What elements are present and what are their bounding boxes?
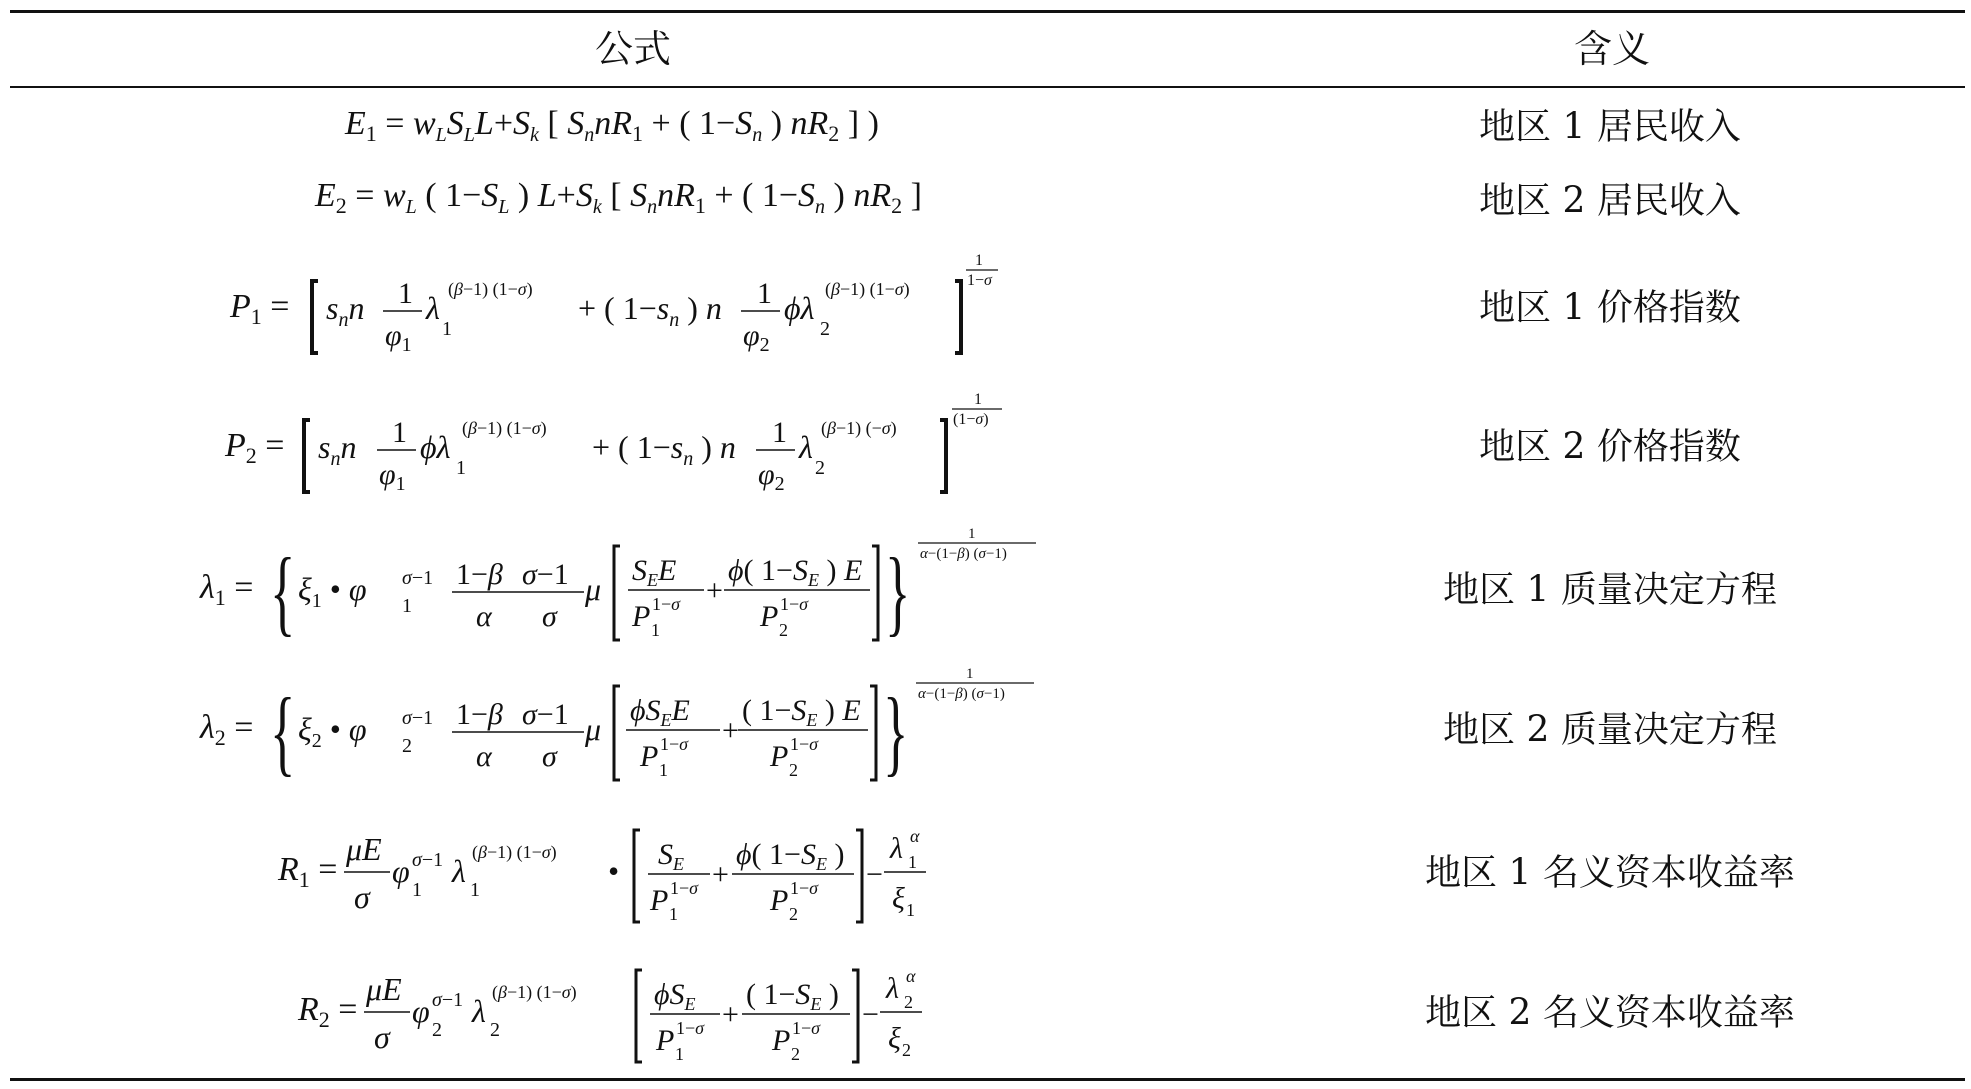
svg-text:1: 1: [772, 416, 787, 449]
svg-text:φ2: $\varphi_2$: [758, 458, 785, 495]
formula-lambda1: [180, 522, 1260, 652]
svg-text:1: 1: [470, 879, 480, 901]
svg-text:2: 2: [432, 1019, 442, 1041]
formula-cell: [180, 245, 1260, 365]
svg-text:ϕλ: ϕλ: [784, 290, 815, 326]
meaning-cell: 地区 1 名义资本收益率: [1425, 852, 1795, 894]
svg-text:(β−1) (−σ): (β−1) (−σ): [821, 418, 897, 438]
svg-text:σ−1: σ−1: [412, 849, 444, 871]
svg-text:λ: λ: [426, 290, 440, 326]
svg-text:1: 1: [966, 666, 974, 682]
svg-text:ϕSEE: $\phi S_EE$: [630, 694, 690, 730]
meaning-cell: 地区 1 质量决定方程: [1443, 569, 1777, 611]
formula-e2: [180, 166, 1260, 230]
svg-text:(β−1) (1−σ): (β−1) (1−σ): [492, 982, 577, 1002]
svg-text:1: 1: [968, 526, 976, 542]
svg-text:φ: φ: [392, 853, 410, 889]
svg-text:P: P: [770, 884, 789, 917]
svg-text:μ: μ: [585, 711, 602, 747]
table-row: [0, 522, 1971, 652]
svg-text:2: 2: [902, 1040, 911, 1060]
svg-text:1: 1: [392, 416, 407, 449]
svg-text:1−σ: 1−σ: [676, 1018, 705, 1038]
svg-text:+ ( 1−sn ) n: + ( $1-s_n$ ) n: [578, 290, 722, 331]
svg-text:φ2: $\varphi_2$: [743, 319, 770, 356]
header-formula: 公式: [595, 27, 672, 71]
meaning-cell: 地区 1 居民收入: [1479, 106, 1741, 148]
svg-text:1: 1: [669, 904, 678, 924]
formula-r2: [180, 948, 1260, 1072]
svg-text:P: P: [760, 600, 779, 633]
table-header-rule: [10, 86, 1965, 88]
svg-text:σ: σ: [354, 879, 370, 915]
svg-text:{: {: [270, 678, 296, 786]
svg-text:P: P: [632, 600, 651, 633]
svg-text:+: +: [712, 858, 729, 891]
svg-text:1: 1: [906, 900, 915, 920]
svg-text:λ1 =: $\lambda_1$ =: [200, 569, 254, 610]
meaning-cell: 地区 2 名义资本收益率: [1425, 992, 1795, 1034]
svg-text:ξ: ξ: [892, 882, 905, 915]
svg-text:1−β: 1−β: [456, 698, 503, 731]
svg-text:σ: σ: [374, 1019, 390, 1055]
svg-text:1: 1: [412, 879, 422, 901]
svg-text:1: 1: [442, 318, 452, 340]
svg-text:1: 1: [908, 852, 917, 872]
svg-text:{: {: [270, 538, 296, 646]
svg-text:ξ2 • φ: $\xi_2$ • φ: [298, 711, 367, 752]
svg-text:ξ1 • φ: $\xi_1$ • φ: [298, 571, 367, 612]
svg-text:ϕλ: ϕλ: [420, 429, 451, 465]
formula-cell: [180, 948, 1260, 1072]
meaning-cell: 地区 2 质量决定方程: [1443, 709, 1777, 751]
svg-text:R1 =: $R_1$ =: [278, 851, 338, 892]
svg-text:−: −: [862, 998, 879, 1031]
svg-text:(β−1) (1−σ): (β−1) (1−σ): [472, 842, 557, 862]
svg-text:R2 =: $R_2$ =: [298, 991, 358, 1032]
svg-text:σ−1: σ−1: [522, 558, 569, 591]
svg-text:( 1−SE ): ( $1-S_E$ ): [746, 978, 839, 1014]
svg-text:λ: λ: [886, 972, 899, 1005]
formula-p1: [180, 245, 1260, 365]
table-bottom-rule: [10, 1078, 1965, 1081]
meaning-cell: 地区 1 价格指数: [1479, 287, 1741, 329]
table-row: [0, 384, 1971, 504]
svg-text:+: +: [722, 998, 739, 1031]
svg-text:1−σ: 1−σ: [792, 1018, 821, 1038]
svg-text:P: P: [650, 884, 669, 917]
svg-text:( 1−SE ) E: ( $1-S_E$ ) E: [742, 694, 861, 730]
svg-text:2: 2: [789, 760, 798, 780]
svg-text:P: P: [640, 740, 659, 773]
svg-text:snn: $s_nn$: [326, 290, 365, 331]
svg-text:φ1: $\varphi_1$: [385, 319, 412, 356]
formula-lambda2: [180, 662, 1260, 792]
svg-text:σ−1: σ−1: [522, 698, 569, 731]
svg-text:1−σ: 1−σ: [780, 594, 809, 614]
svg-text:1−β: 1−β: [456, 558, 503, 591]
svg-text:α: α: [476, 600, 492, 633]
svg-text:1: 1: [398, 277, 413, 310]
svg-text:1−σ: 1−σ: [790, 734, 819, 754]
formula-p2: [180, 384, 1260, 504]
svg-text:1: 1: [659, 760, 668, 780]
svg-text:•: •: [608, 853, 620, 889]
svg-text:σ−1: σ−1: [402, 567, 434, 589]
svg-text:}: }: [885, 538, 911, 646]
formula-cell: [180, 384, 1260, 504]
table-row: [0, 808, 1971, 932]
table-top-rule: [10, 10, 1965, 13]
svg-text:σ: σ: [542, 740, 557, 773]
svg-text:μ: μ: [585, 571, 602, 607]
svg-text:1: 1: [651, 620, 660, 640]
svg-text:λ2 =: $\lambda_2$ =: [200, 709, 254, 750]
svg-text:λ: λ: [890, 832, 903, 865]
svg-text:(β−1) (1−σ): (β−1) (1−σ): [825, 279, 910, 299]
formula-cell: [180, 166, 1260, 230]
formula-cell: [180, 662, 1260, 792]
svg-text:α−(1−β) (σ−1): α−(1−β) (σ−1): [918, 686, 1005, 702]
svg-text:σ−1: σ−1: [432, 989, 464, 1011]
svg-text:1−σ: 1−σ: [670, 878, 699, 898]
svg-text:μE: μE: [366, 971, 402, 1007]
svg-text:}: }: [883, 678, 909, 786]
svg-text:1: 1: [757, 277, 772, 310]
formula-r1: [180, 808, 1260, 932]
formula-e1: [180, 92, 1260, 156]
svg-text:−: −: [866, 858, 883, 891]
svg-text:2: 2: [820, 318, 830, 340]
meaning-cell: 地区 2 价格指数: [1479, 426, 1741, 468]
svg-text:2: 2: [789, 904, 798, 924]
formula-cell: [180, 92, 1260, 156]
svg-text:ϕ( 1−SE ) E: ϕ( $1-S_E$ ) E: [728, 554, 863, 590]
table-row: [0, 92, 1971, 156]
svg-text:snn: $s_nn$: [318, 429, 357, 470]
svg-text:P: P: [656, 1024, 675, 1057]
formula-cell: [180, 522, 1260, 652]
svg-text:φ1: $\varphi_1$: [379, 458, 406, 495]
svg-text:μE: μE: [346, 831, 382, 867]
svg-text:+: +: [706, 574, 723, 607]
svg-text:P1 =: $P_1$ =: [230, 288, 290, 329]
table-row: [0, 948, 1971, 1072]
header-meaning: 含义: [1574, 27, 1651, 71]
svg-text:1−σ: 1−σ: [652, 594, 681, 614]
svg-text:2: 2: [815, 457, 825, 479]
svg-text:P: P: [772, 1024, 791, 1057]
svg-text:ϕSE: $\phi S_E$: [654, 978, 696, 1014]
svg-text:1: 1: [456, 457, 466, 479]
svg-text:(β−1) (1−σ): (β−1) (1−σ): [448, 279, 533, 299]
svg-text:2: 2: [779, 620, 788, 640]
svg-text:1: 1: [974, 391, 982, 408]
svg-text:P2 =: $P_2$ =: [225, 427, 285, 468]
svg-text:2: 2: [490, 1019, 500, 1041]
svg-text:α: α: [910, 826, 920, 846]
svg-text:SE: $S_E$: [658, 838, 684, 874]
svg-text:2: 2: [402, 735, 412, 757]
svg-text:λ: λ: [472, 993, 486, 1029]
svg-text:(1−σ): (1−σ): [953, 411, 989, 428]
svg-text:σ: σ: [542, 600, 557, 633]
table-row: [0, 166, 1971, 230]
svg-text:(β−1) (1−σ): (β−1) (1−σ): [462, 418, 547, 438]
svg-text:α−(1−β) (σ−1): α−(1−β) (σ−1): [920, 546, 1007, 562]
svg-text:+: +: [722, 714, 739, 747]
svg-text:E1 = wLSLL+Sk [ SnnR1 + ( 1−Sn: $E_1 = w_LS_LL+S_k$ [ $S_nnR_1$ + ( $1-S_n$ ) $nR_2$ ] ): [345, 105, 879, 146]
svg-text:1−σ: 1−σ: [790, 878, 819, 898]
svg-text:+ ( 1−sn ) n: + ( $1-s_n$ ) n: [592, 429, 736, 470]
svg-text:1: 1: [402, 595, 412, 617]
svg-text:λ: λ: [452, 853, 466, 889]
table-row: [0, 662, 1971, 792]
meaning-cell: 地区 2 居民收入: [1479, 180, 1741, 222]
svg-text:E2 = wL ( 1−SL ) L+Sk [ SnnR1: $E_2 = w_L$ ( $1-S_L$ ) $L+S_k$ [ $S_nnR_1$ + ( $1-S_n$ ) $nR_2$ ]: [315, 177, 922, 218]
svg-text:1: 1: [975, 252, 983, 269]
svg-text:1: 1: [675, 1044, 684, 1064]
svg-text:2: 2: [904, 992, 913, 1012]
svg-text:σ−1: σ−1: [402, 707, 434, 729]
svg-text:ϕ( 1−SE ): ϕ( $1-S_E$ ): [736, 838, 845, 874]
table-row: [0, 245, 1971, 365]
formula-cell: [180, 808, 1260, 932]
svg-text:ξ: ξ: [888, 1022, 901, 1055]
svg-text:P: P: [770, 740, 789, 773]
svg-text:λ: λ: [799, 429, 813, 465]
svg-text:1−σ: 1−σ: [660, 734, 689, 754]
svg-text:α: α: [906, 966, 916, 986]
svg-text:SEE: $S_EE$: [632, 554, 677, 590]
svg-text:2: 2: [791, 1044, 800, 1064]
svg-text:α: α: [476, 740, 492, 773]
svg-text:φ: φ: [412, 993, 430, 1029]
svg-text:1−σ: 1−σ: [967, 272, 992, 289]
